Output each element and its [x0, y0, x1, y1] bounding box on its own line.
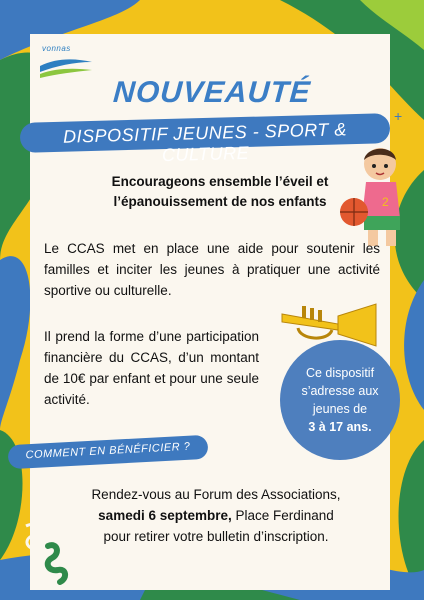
registration-date: samedi 6 septembre,	[98, 508, 232, 523]
registration-line2	[46, 505, 386, 526]
paragraph-intro: Le CCAS met en place une aide pour soutenir les familles et inciter les jeunes à pratiquer une activité sportive ou culturelle.	[44, 241, 380, 298]
age-info-circle	[280, 340, 400, 460]
jersey-number: 2	[382, 195, 389, 209]
subtitle-line2: l’épanouissement de nos enfants	[113, 194, 327, 209]
registration-line1: Rendez-vous au Forum des Associations,	[91, 487, 341, 502]
paragraph-amount: Il prend la forme d’une participation financière du CCAS, d’un montant de 10€ par enfant et pour une seule activité.	[44, 329, 259, 407]
registration-info	[46, 484, 386, 547]
squiggle-decoration-icon	[18, 516, 76, 586]
subtitle	[70, 172, 370, 212]
how-to-label: COMMENT EN BÉNÉFICIER ?	[25, 440, 191, 462]
banner-text: DISPOSITIF JEUNES - SPORT & CULTURE	[62, 119, 348, 166]
subtitle-line1: Encourageons ensemble l’éveil et	[111, 174, 329, 189]
banner-plus: +	[394, 108, 403, 124]
circle-text: Ce dispositif s’adresse aux jeunes de	[301, 366, 379, 416]
registration-line3: pour retirer votre bulletin d’inscription.	[103, 529, 329, 544]
registration-place: Place Ferdinand	[231, 508, 334, 523]
age-range: 3 à 17 ans.	[308, 420, 372, 434]
logo-text: vonnas	[42, 44, 71, 53]
page-title: NOUVEAUTÉ	[112, 76, 312, 109]
